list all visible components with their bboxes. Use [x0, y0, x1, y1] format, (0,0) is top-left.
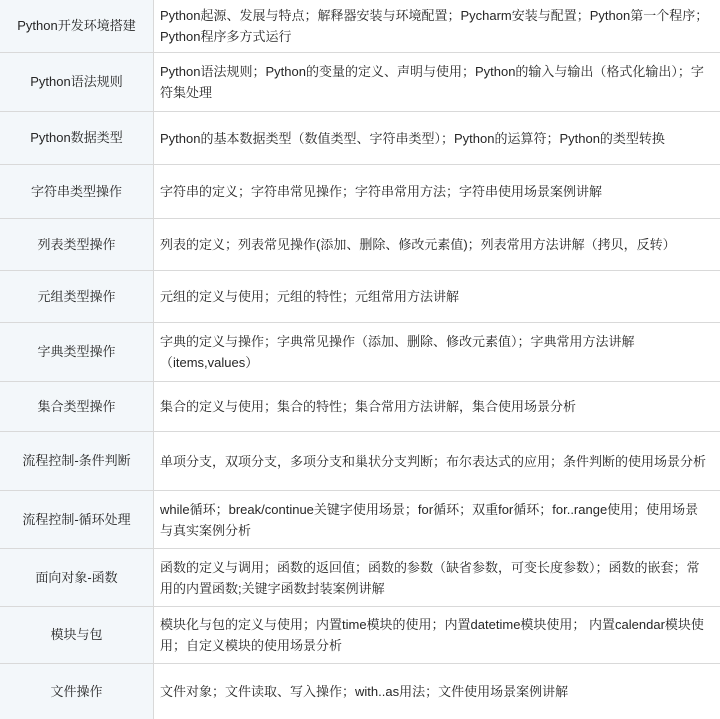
description-cell: while循环；break/continue关键字使用场景；for循环；双重for循环；for..range使用；使用场景与真实案例分析 [160, 501, 699, 538]
table-row [0, 381, 720, 431]
description-cell: 函数的定义与调用；函数的返回值；函数的参数（缺省参数，可变长度参数）；函数的嵌套；常用的内置函数;关键字函数封装案例讲解 [160, 559, 700, 596]
topic-cell: Python开发环境搭建 [0, 0, 154, 52]
table-row [0, 0, 720, 52]
description-cell: 单项分支，双项分支，多项分支和巢状分支判断；布尔表达式的应用；条件判断的使用场景分析 [160, 453, 707, 469]
table-row [0, 548, 720, 606]
description-cell: 字符串的定义；字符串常见操作；字符串常用方法；字符串使用场景案例讲解 [160, 184, 603, 199]
table-row [0, 431, 720, 490]
topic-cell: 面向对象-函数 [0, 549, 154, 606]
table-row [0, 490, 720, 548]
topic-cell: Python语法规则 [0, 53, 154, 111]
table-row [0, 52, 720, 111]
topic-cell: 流程控制-循环处理 [0, 491, 154, 548]
description-cell: 字典的定义与操作；字典常见操作（添加、删除、修改元素值）；字典常用方法讲解（items,values） [160, 334, 635, 370]
description-cell: 元组的定义与使用；元组的特性；元组常用方法讲解 [160, 289, 460, 304]
topic-cell: 模块与包 [0, 607, 154, 663]
table-row [0, 270, 720, 322]
table-row [0, 218, 720, 270]
topic-cell: 字典类型操作 [0, 323, 154, 381]
topic-cell: Python数据类型 [0, 112, 154, 164]
table-row [0, 164, 720, 218]
topic-cell: 字符串类型操作 [0, 165, 154, 218]
table-row [0, 663, 720, 719]
topic-cell: 集合类型操作 [0, 382, 154, 431]
description-cell: Python语法规则；Python的变量的定义、声明与使用；Python的输入与输出（格式化输出）；字符集处理 [160, 64, 704, 100]
topic-cell: 文件操作 [0, 664, 154, 719]
table-row [0, 111, 720, 164]
description-cell: Python的基本数据类型（数值类型、字符串类型）；Python的运算符；Python的类型转换 [160, 130, 665, 146]
topic-cell: 流程控制-条件判断 [0, 432, 154, 490]
topic-cell: 列表类型操作 [0, 219, 154, 270]
topic-cell: 元组类型操作 [0, 271, 154, 322]
description-cell: 文件对象；文件读取、写入操作；with..as用法；文件使用场景案例讲解 [160, 684, 569, 699]
description-cell: 模块化与包的定义与使用；内置time模块的使用；内置datetime模块使用； 内置calendar模块使用；自定义模块的使用场景分析 [160, 617, 704, 653]
description-cell: Python起源、发展与特点；解释器安装与环境配置；Pycharm安装与配置；Python第一个程序；Python程序多方式运行 [160, 8, 709, 44]
table-row [0, 322, 720, 381]
description-cell: 列表的定义；列表常见操作(添加、删除、修改元素值)；列表常用方法讲解（拷贝，反转） [160, 237, 676, 252]
table-row [0, 606, 720, 663]
description-cell: 集合的定义与使用；集合的特性；集合常用方法讲解，集合使用场景分析 [160, 399, 577, 414]
